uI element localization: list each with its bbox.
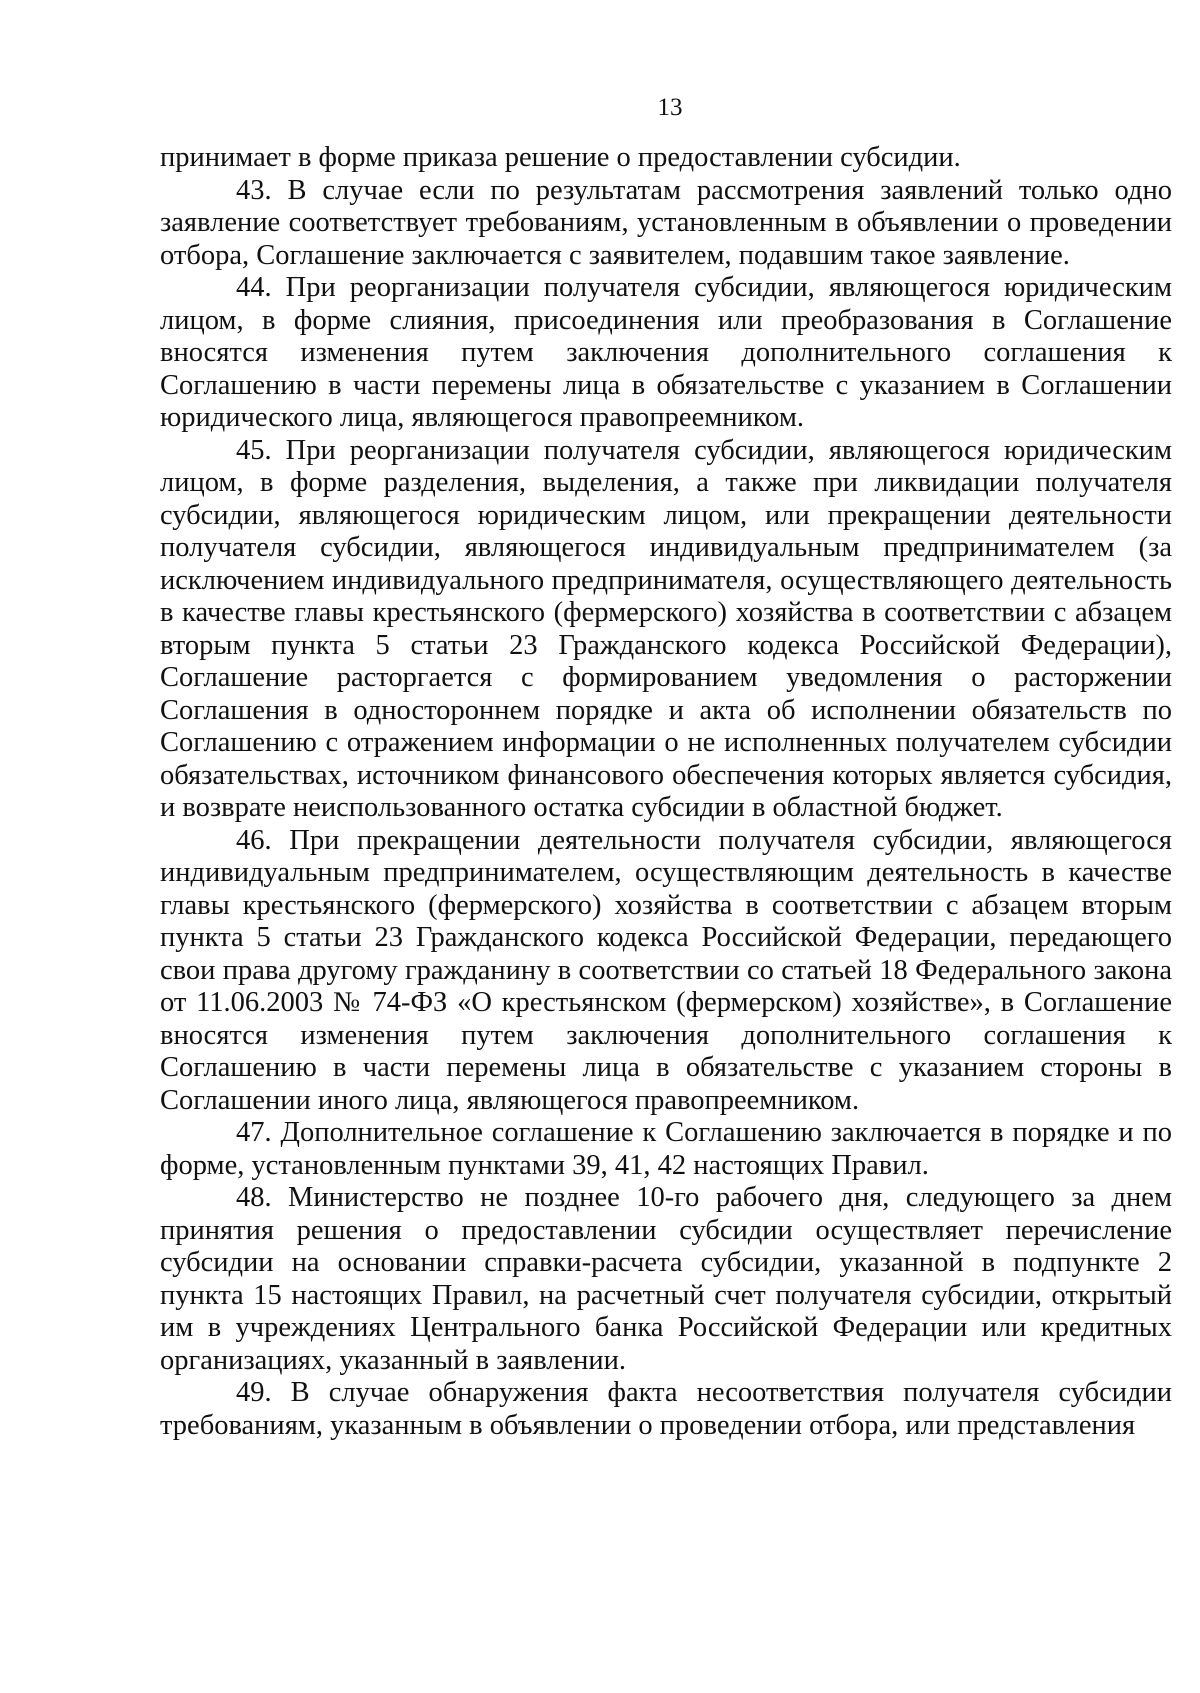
paragraph-45: 45. При реорганизации получателя субсидии, являющегося юридическим лицом, в форме разделения, выделения, а также при ликвидации получателя субсидии, являющегося юридическим лицом, или прекращении деятельности получателя субсидии, являющегося индивидуальным предпринимателем (за исключением индивидуального предпринимателя, осуществляющего деятельность в качестве главы крестьянского (фермерского) хозяйства в соответствии с абзацем вторым пункта 5 статьи 23 Гражданского кодекса Российской Федерации), Соглашение расторгается с формированием уведомления о расторжении Соглашения в одностороннем порядке и акта об исполнении обязательств по Соглашению с отражением информации о не исполненных получателем субсидии обязательствах, источником финансового обеспечения которых является субсидия, и возврате неиспользованного остатка субсидии в областной бюджет. <box>160 434 1172 823</box>
page-number: 13 <box>657 94 683 121</box>
paragraph-48: 48. Министерство не позднее 10-го рабочего дня, следующего за днем принятия решения о предоставлении субсидии осуществляет перечисление субсидии на основании справки-расчета субсидии, указанной в подпункте 2 пункта 15 настоящих Правил, на расчетный счет получателя субсидии, открытый им в учреждениях Центрального банка Российской Федерации или кредитных организациях, указанный в заявлении. <box>160 1182 1172 1376</box>
paragraph-43: 43. В случае если по результатам рассмотрения заявлений только одно заявление соответствует требованиям, установленным в объявлении о проведении отбора, Соглашение заключается с заявителем, подавшим такое заявление. <box>160 174 1172 271</box>
document-body <box>160 142 1172 1442</box>
paragraph-49: 49. В случае обнаружения факта несоответствия получателя субсидии требованиям, указанным в объявлении о проведении отбора, или представления <box>160 1377 1172 1441</box>
paragraph-continuation: принимает в форме приказа решение о предоставлении субсидии. <box>160 142 961 173</box>
paragraph-44: 44. При реорганизации получателя субсидии, являющегося юридическим лицом, в форме слияния, присоединения или преобразования в Соглашение вносятся изменения путем заключения дополнительного соглашения к Соглашению в части перемены лица в обязательстве с указанием в Соглашении юридического лица, являющегося правопреемником. <box>160 272 1172 433</box>
paragraph-46: 46. При прекращении деятельности получателя субсидии, являющегося индивидуальным предпринимателем, осуществляющим деятельность в качестве главы крестьянского (фермерского) хозяйства в соответствии с абзацем вторым пункта 5 статьи 23 Гражданского кодекса Российской Федерации, передающего свои права другому гражданину в соответствии со статьей 18 Федерального закона от 11.06.2003 № 74-ФЗ «О крестьянском (фермерском) хозяйстве», в Соглашение вносятся изменения путем заключения дополнительного соглашения к Соглашению в части перемены лица в обязательстве с указанием стороны в Соглашении иного лица, являющегося правопреемником. <box>160 824 1172 1116</box>
paragraph-47: 47. Дополнительное соглашение к Соглашению заключается в порядке и по форме, установленным пунктами 39, 41, 42 настоящих Правил. <box>160 1117 1172 1181</box>
